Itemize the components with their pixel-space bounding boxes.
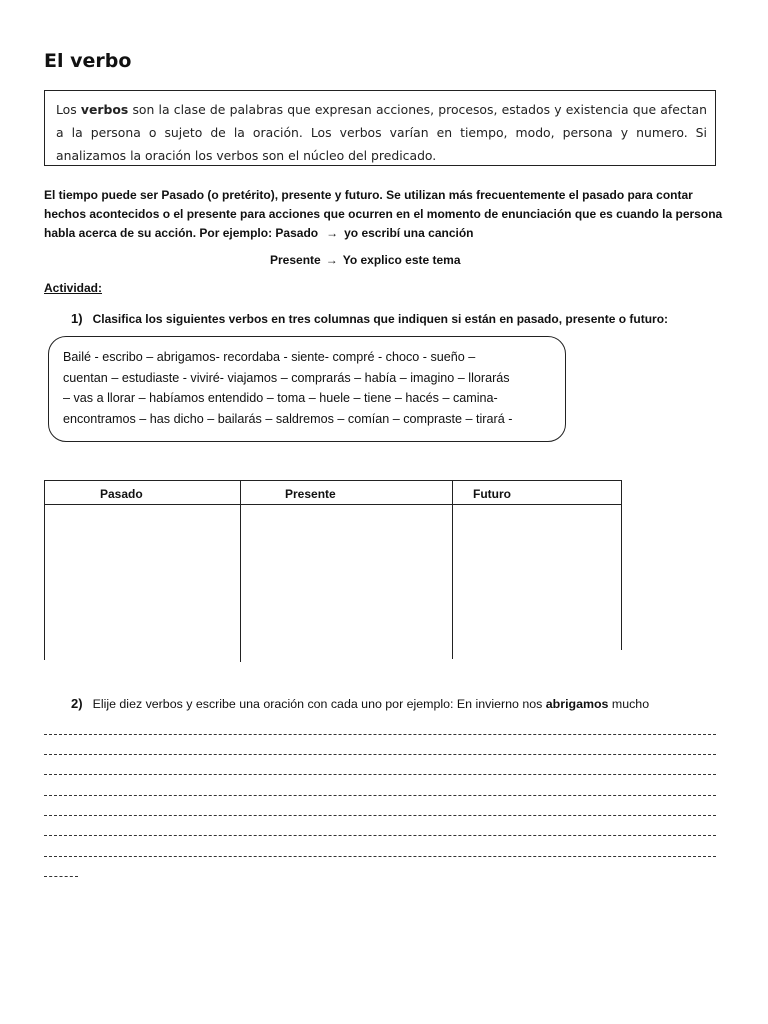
present-label: Presente <box>270 253 321 267</box>
page-title: El verbo <box>44 50 132 72</box>
answer-line[interactable] <box>44 795 716 796</box>
verb-list-box <box>48 336 566 442</box>
question-2-text: Elije diez verbos y escribe una oración con cada uno por ejemplo: En invierno nos <box>92 697 546 711</box>
answer-line[interactable] <box>44 734 716 735</box>
definition-bold-term: verbos <box>80 102 129 117</box>
tense-paragraph <box>44 186 724 243</box>
verb-list-line: encontramos – has dicho – bailarás – saldremos – comían – compraste – tirará - <box>63 411 513 426</box>
answer-cell-presente[interactable] <box>241 505 451 660</box>
column-header-pasado: Pasado <box>100 487 143 501</box>
present-example-text: Yo explico este tema <box>342 253 461 267</box>
question-2-bold-word: abrigamos <box>545 697 609 711</box>
verb-list-line: cuentan – estudiaste - viviré- viajamos – comprarás – había – imagino – llorarás <box>63 370 510 385</box>
column-header-futuro: Futuro <box>473 487 511 501</box>
answer-line[interactable] <box>44 835 716 836</box>
verb-list-line: Bailé - escribo – abrigamos- recordaba - siente- compré - choco - sueño – <box>63 350 476 364</box>
arrow-right-icon: → <box>326 226 339 240</box>
past-example: yo escribí una canción <box>344 226 474 240</box>
present-example-line <box>270 253 461 267</box>
question-1-text: Clasifica los siguientes verbos en tres columnas que indiquen si están en pasado, presente o futuro: <box>92 312 669 326</box>
tense-paragraph-text: El tiempo puede ser Pasado (o pretérito), presente y futuro. Se utilizan más frecuentemente el pasado para contar hechos acontecidos o el presente para acciones que ocurren en el momento de enunciación que es cuando la persona habla acerca de su acción. Por ejemplo: Pasado <box>44 188 723 240</box>
answer-line[interactable] <box>44 815 716 816</box>
arrow-right-icon: → <box>325 253 338 267</box>
question-2-post: mucho <box>608 697 650 711</box>
definition-box <box>44 90 716 166</box>
table-right-border <box>621 480 622 650</box>
column-header-presente: Presente <box>285 487 336 501</box>
verb-list-line: – vas a llorar – habíamos entendido – toma – huele – tiene – hacés – camina- <box>63 391 498 405</box>
answer-line-end[interactable] <box>44 876 78 877</box>
answer-cell-futuro[interactable] <box>453 505 620 650</box>
classification-table <box>44 480 622 662</box>
question-1 <box>71 311 668 326</box>
answer-line[interactable] <box>44 754 716 755</box>
answer-line[interactable] <box>44 856 716 857</box>
table-top-border <box>44 480 622 481</box>
question-2 <box>71 696 649 711</box>
answer-line[interactable] <box>44 774 716 775</box>
definition-pre: Los <box>56 102 81 117</box>
question-2-number: 2) <box>71 696 83 711</box>
activity-heading: Actividad: <box>44 281 103 295</box>
answer-cell-pasado[interactable] <box>45 505 239 660</box>
question-1-number: 1) <box>71 311 83 326</box>
definition-post: son la clase de palabras que expresan acciones, procesos, estados y existencia que afectan a la persona o sujeto de la oración. Los verbos varían en tiempo, modo, persona y numero. Si analizamos la oración los verbos son el núcleo del predicado. <box>56 102 707 163</box>
